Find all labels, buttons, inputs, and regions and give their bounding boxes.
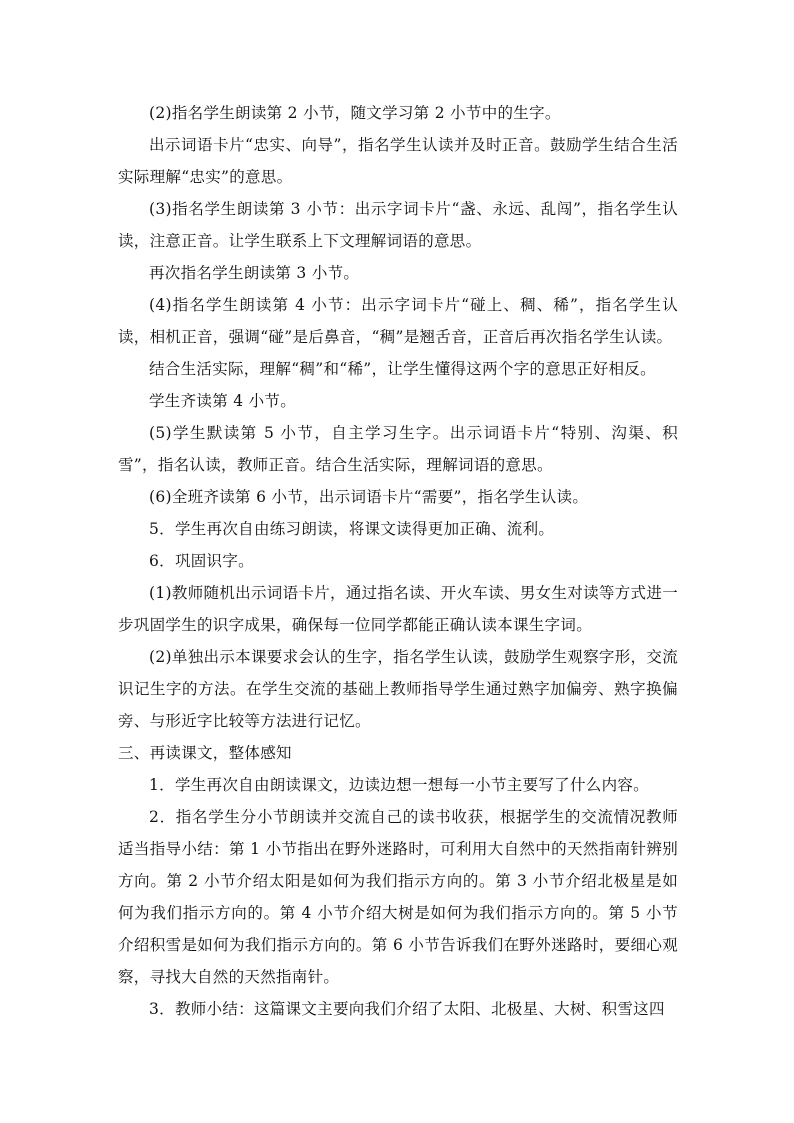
paragraph-reread-step-1: 1．学生再次自由朗读课文，边读边想一想每一小节主要写了什么内容。 <box>149 776 649 794</box>
paragraph-step-6: 6．巩固识字。 <box>149 552 254 570</box>
paragraph-reread-step-2: 2．指名学生分小节朗读并交流自己的读书收获，根据学生的交流情况教师适当指导小结：第 1 小节指出在野外迷路时，可利用大自然中的天然指南针辨别方向。第 2 小节介绍太阳是如何为我们指示方向的。第 3 小节介绍北极星是如何为我们指示方向的。第 4 小节介绍大树是如何为我们指示方向的。第 5 小节介绍积雪是如何为我们指示方向的。第 6 小节告诉我们在野外迷路时，要细心观察，寻找大自然的天然指南针。 <box>118 808 678 986</box>
section-heading-reread: 三、再读课文，整体感知 <box>118 744 292 762</box>
paragraph-4-intro: (4)指名学生朗读第 4 小节：出示字词卡片“碰上、稠、稀”，指名学生认读，相机正音，强调“碰”是后鼻音，“稠”是翘舌音，正音后再次指名学生认读。 <box>118 296 678 346</box>
paragraph-step-5: 5．学生再次自由练习朗读，将课文读得更加正确、流利。 <box>149 520 555 538</box>
paragraph-2-intro: (2)指名学生朗读第 2 小节，随文学习第 2 小节中的生字。 <box>149 104 561 122</box>
paragraph-cards-zhongshi: 出示词语卡片“忠实、向导”，指名学生认读并及时正音。鼓励学生结合生活实际理解“忠实”的意思。 <box>118 136 678 186</box>
paragraph-reread-step-3: 3．教师小结：这篇课文主要向我们介绍了太阳、北极星、大树、积雪这四 <box>149 1000 665 1018</box>
paragraph-5-intro: (5)学生默读第 5 小节，自主学习生字。出示词语卡片“特别、沟渠、积雪”，指名认读，教师正音。结合生活实际，理解词语的意思。 <box>118 424 678 474</box>
paragraph-consolidate-1: (1)教师随机出示词语卡片，通过指名读、开火车读、男女生对读等方式进一步巩固学生的识字成果，确保每一位同学都能正确认读本课生字词。 <box>118 584 678 634</box>
paragraph-chou-xi: 结合生活实际，理解“稠”和“稀”，让学生懂得这两个字的意思正好相反。 <box>149 360 656 378</box>
paragraph-reread-3: 再次指名学生朗读第 3 小节。 <box>149 264 360 282</box>
paragraph-3-intro: (3)指名学生朗读第 3 小节：出示字词卡片“盏、永远、乱闯”，指名学生认读，注意正音。让学生联系上下文理解词语的意思。 <box>118 200 678 250</box>
paragraph-consolidate-2: (2)单独出示本课要求会认的生字，指名学生认读，鼓励学生观察字形，交流识记生字的方法。在学生交流的基础上教师指导学生通过熟字加偏旁、熟字换偏旁、与形近字比较等方法进行记忆。 <box>118 648 678 730</box>
paragraph-6-intro: (6)全班齐读第 6 小节，出示词语卡片“需要”，指名学生认读。 <box>149 488 589 506</box>
paragraph-read-4: 学生齐读第 4 小节。 <box>149 392 297 410</box>
